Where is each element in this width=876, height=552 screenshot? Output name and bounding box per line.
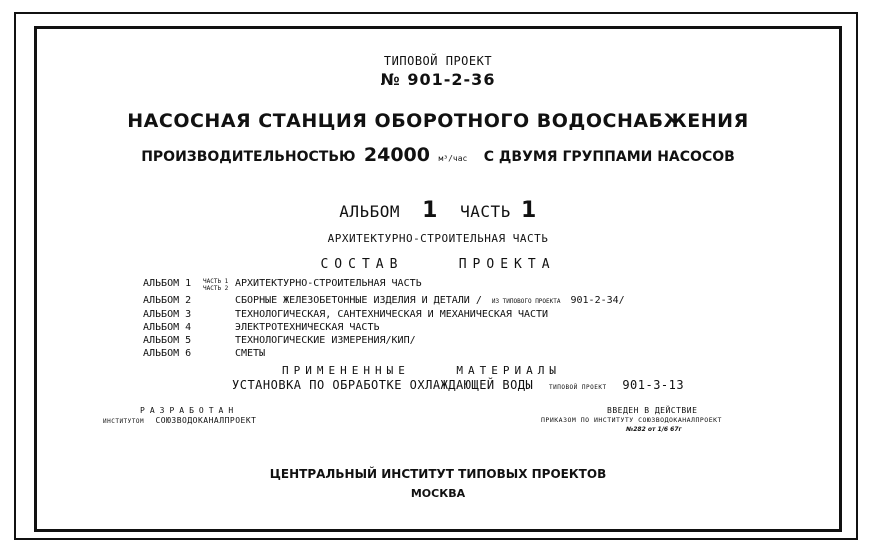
project-number: № 901-2-36 <box>380 70 496 89</box>
album-label: АЛЬБОМ <box>339 202 401 221</box>
materials-heading: ПРИМЕНЕННЫЕ МАТЕРИАЛЫ <box>282 364 561 377</box>
row-text: СМЕТЫ <box>235 348 266 359</box>
row-album: АЛЬБОМ 6 <box>143 348 192 359</box>
materials-ref: 901-3-13 <box>622 378 685 392</box>
row-part-stack <box>203 278 235 292</box>
part-label: ЧАСТЬ <box>460 202 511 221</box>
developed-label: РАЗРАБОТАН <box>140 406 239 415</box>
project-type: ТИПОВОЙ ПРОЕКТ <box>383 54 493 68</box>
row-album: АЛЬБОМ 5 <box>143 335 192 346</box>
developed-line <box>103 416 256 425</box>
developed-prefix: ИНСТИТУТОМ <box>103 418 145 425</box>
row-part: ЧАСТЬ 2 <box>203 285 229 292</box>
introduced-line: ПРИКАЗОМ ПО ИНСТИТУТУ СОЮЗВОДОКАНАЛПРОЕКТ <box>541 416 722 424</box>
composition-row <box>143 322 380 333</box>
capacity-unit: м³/час <box>438 154 468 163</box>
composition-row <box>143 309 548 320</box>
album-line <box>0 198 876 223</box>
row-ref: 901-2-34/ <box>570 295 625 306</box>
row-text: СБОРНЫЕ ЖЕЛЕЗОБЕТОННЫЕ ИЗДЕЛИЯ И ДЕТАЛИ / <box>235 295 482 306</box>
introduced-order: №282 от 1/6 67г <box>626 426 682 433</box>
composition-row <box>143 278 422 292</box>
composition-row <box>143 295 625 306</box>
capacity-prefix: ПРОИЗВОДИТЕЛЬНОСТЬЮ <box>141 149 356 165</box>
project-title: НАСОСНАЯ СТАНЦИЯ ОБОРОТНОГО ВОДОСНАБЖЕНИЯ <box>127 110 749 132</box>
album-subtitle: АРХИТЕКТУРНО-СТРОИТЕЛЬНАЯ ЧАСТЬ <box>327 232 549 245</box>
composition-heading: СОСТАВ ПРОЕКТА <box>320 257 556 272</box>
album-number: 1 <box>422 198 438 223</box>
row-album: АЛЬБОМ 1 <box>143 278 192 289</box>
row-text: ЭЛЕКТРОТЕХНИЧЕСКАЯ ЧАСТЬ <box>235 322 380 333</box>
footer-city: МОСКВА <box>410 487 466 500</box>
capacity-line <box>0 144 876 166</box>
row-note: ИЗ ТИПОВОГО ПРОЕКТА <box>491 298 561 305</box>
developed-org: СОЮЗВОДОКАНАЛПРОЕКТ <box>155 416 257 425</box>
footer-institute: ЦЕНТРАЛЬНЫЙ ИНСТИТУТ ТИПОВЫХ ПРОЕКТОВ <box>269 467 607 481</box>
row-album: АЛЬБОМ 4 <box>143 322 192 333</box>
capacity-suffix: С ДВУМЯ ГРУППАМИ НАСОСОВ <box>483 149 735 165</box>
row-album: АЛЬБОМ 2 <box>143 295 192 306</box>
row-text: АРХИТЕКТУРНО-СТРОИТЕЛЬНАЯ ЧАСТЬ <box>235 278 422 289</box>
row-album: АЛЬБОМ 3 <box>143 309 192 320</box>
materials-note: ТИПОВОЙ ПРОЕКТ <box>549 384 607 391</box>
row-text: ТЕХНОЛОГИЧЕСКАЯ, САНТЕХНИЧЕСКАЯ И МЕХАНИЧЕСКАЯ ЧАСТИ <box>235 309 549 320</box>
materials-text: УСТАНОВКА ПО ОБРАБОТКЕ ОХЛАЖДАЮЩЕЙ ВОДЫ <box>232 378 534 392</box>
materials-line <box>232 378 684 392</box>
capacity-value: 24000 <box>363 144 430 166</box>
introduced-label: ВВЕДЕН В ДЕЙСТВИЕ <box>607 406 698 415</box>
part-number: 1 <box>520 198 537 223</box>
composition-row <box>143 335 416 346</box>
row-text: ТЕХНОЛОГИЧЕСКИЕ ИЗМЕРЕНИЯ/КИП/ <box>235 335 416 346</box>
composition-row <box>143 348 265 359</box>
row-part: ЧАСТЬ 1 <box>203 278 229 285</box>
